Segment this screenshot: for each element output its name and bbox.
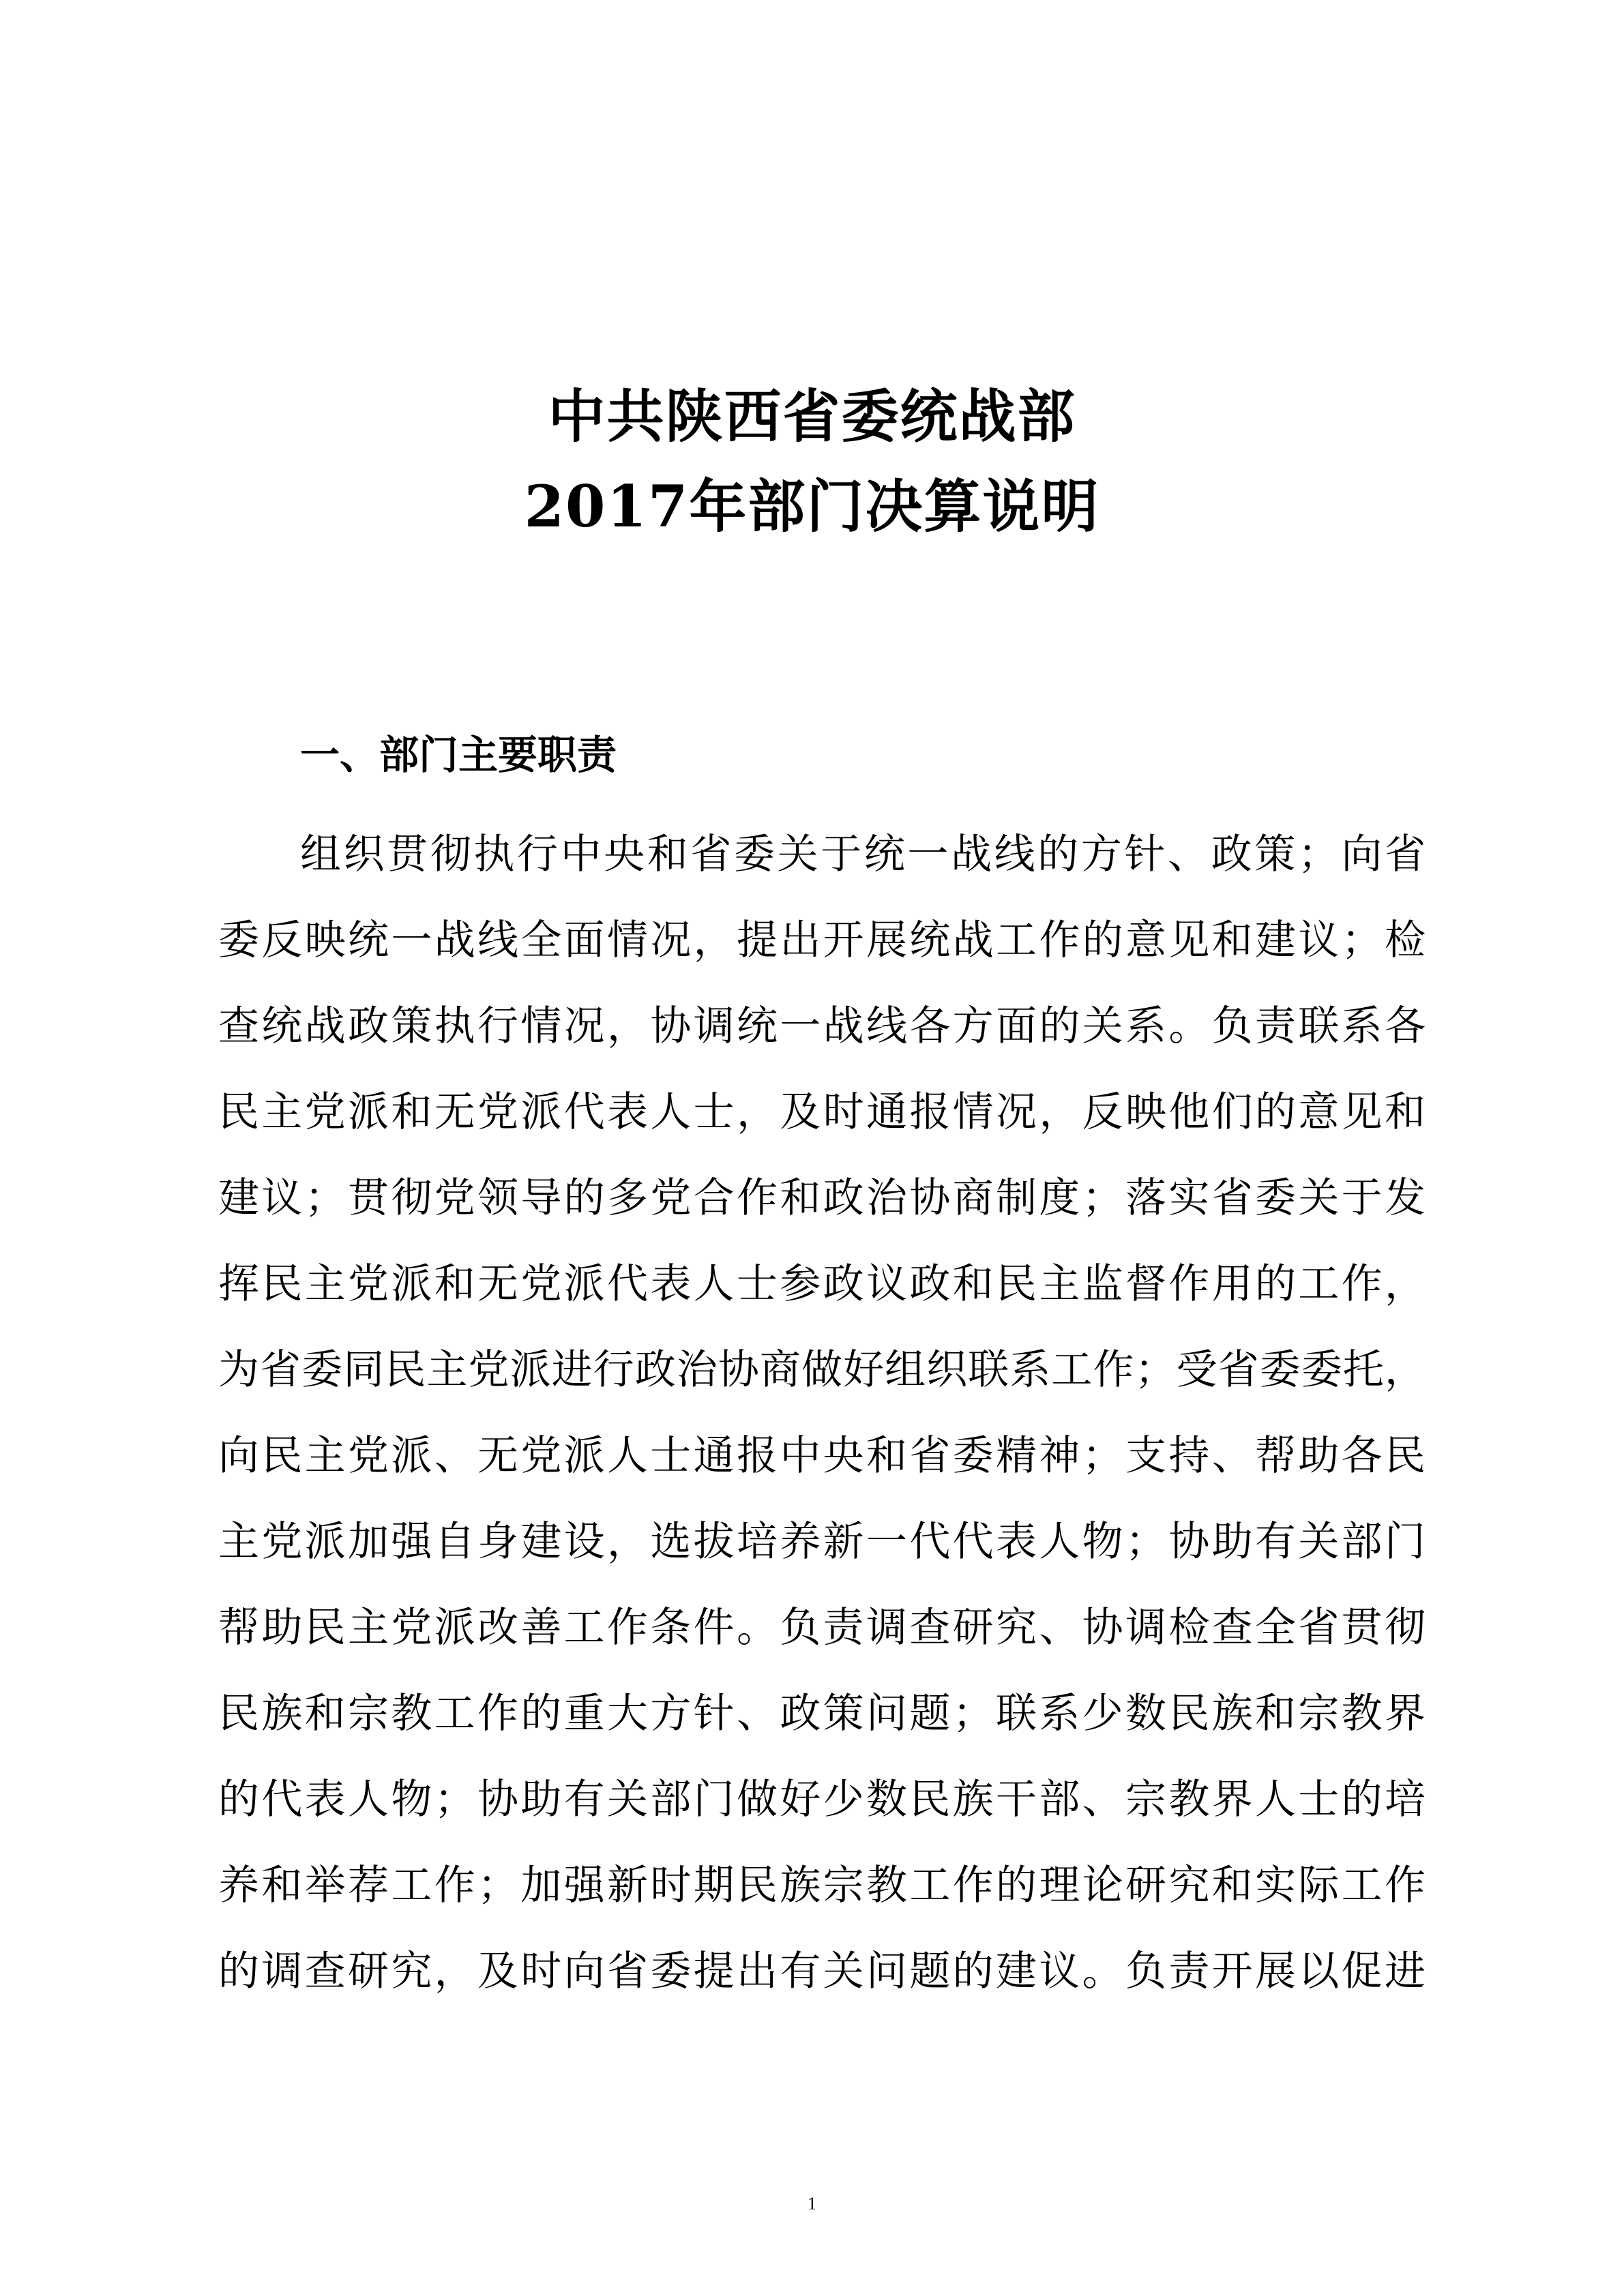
body-line: 民族和宗教工作的重大方针、政策问题；联系少数民族和宗教界 xyxy=(218,1690,1426,1738)
body-line: 的代表人物；协助有关部门做好少数民族干部、宗教界人士的培 xyxy=(218,1776,1426,1823)
body-line: 养和举荐工作；加强新时期民族宗教工作的理论研究和实际工作 xyxy=(218,1862,1426,1909)
title-line-1: 中共陕西省委统战部 xyxy=(548,383,1076,450)
body-line: 委反映统一战线全面情况，提出开展统战工作的意见和建议；检 xyxy=(218,916,1426,964)
body-paragraph xyxy=(218,811,1426,2014)
body-line: 民主党派和无党派代表人士，及时通报情况，反映他们的意见和 xyxy=(218,1088,1426,1136)
body-line: 挥民主党派和无党派代表人士参政议政和民主监督作用的工作， xyxy=(218,1260,1426,1308)
body-line: 建议；贯彻党领导的多党合作和政治协商制度；落实省委关于发 xyxy=(218,1174,1426,1222)
body-line: 为省委同民主党派进行政治协商做好组织联系工作；受省委委托， xyxy=(218,1346,1426,1394)
body-line: 组织贯彻执行中央和省委关于统一战线的方针、政策；向省 xyxy=(300,831,1426,878)
body-line: 帮助民主党派改善工作条件。负责调查研究、协调检查全省贯彻 xyxy=(218,1604,1426,1652)
body-line: 查统战政策执行情况，协调统一战线各方面的关系。负责联系各 xyxy=(218,1002,1426,1050)
body-line: 主党派加强自身建设，选拔培养新一代代表人物；协助有关部门 xyxy=(218,1518,1426,1566)
body-line: 向民主党派、无党派人士通报中央和省委精神；支持、帮助各民 xyxy=(218,1432,1426,1480)
document-title xyxy=(0,372,1624,552)
section-heading: 一、部门主要职责 xyxy=(300,732,617,778)
body-line: 的调查研究，及时向省委提出有关问题的建议。负责开展以促进 xyxy=(218,1948,1426,1995)
page-number: 1 xyxy=(808,2194,816,2213)
title-line-2: 2017年部门决算说明 xyxy=(524,473,1100,540)
